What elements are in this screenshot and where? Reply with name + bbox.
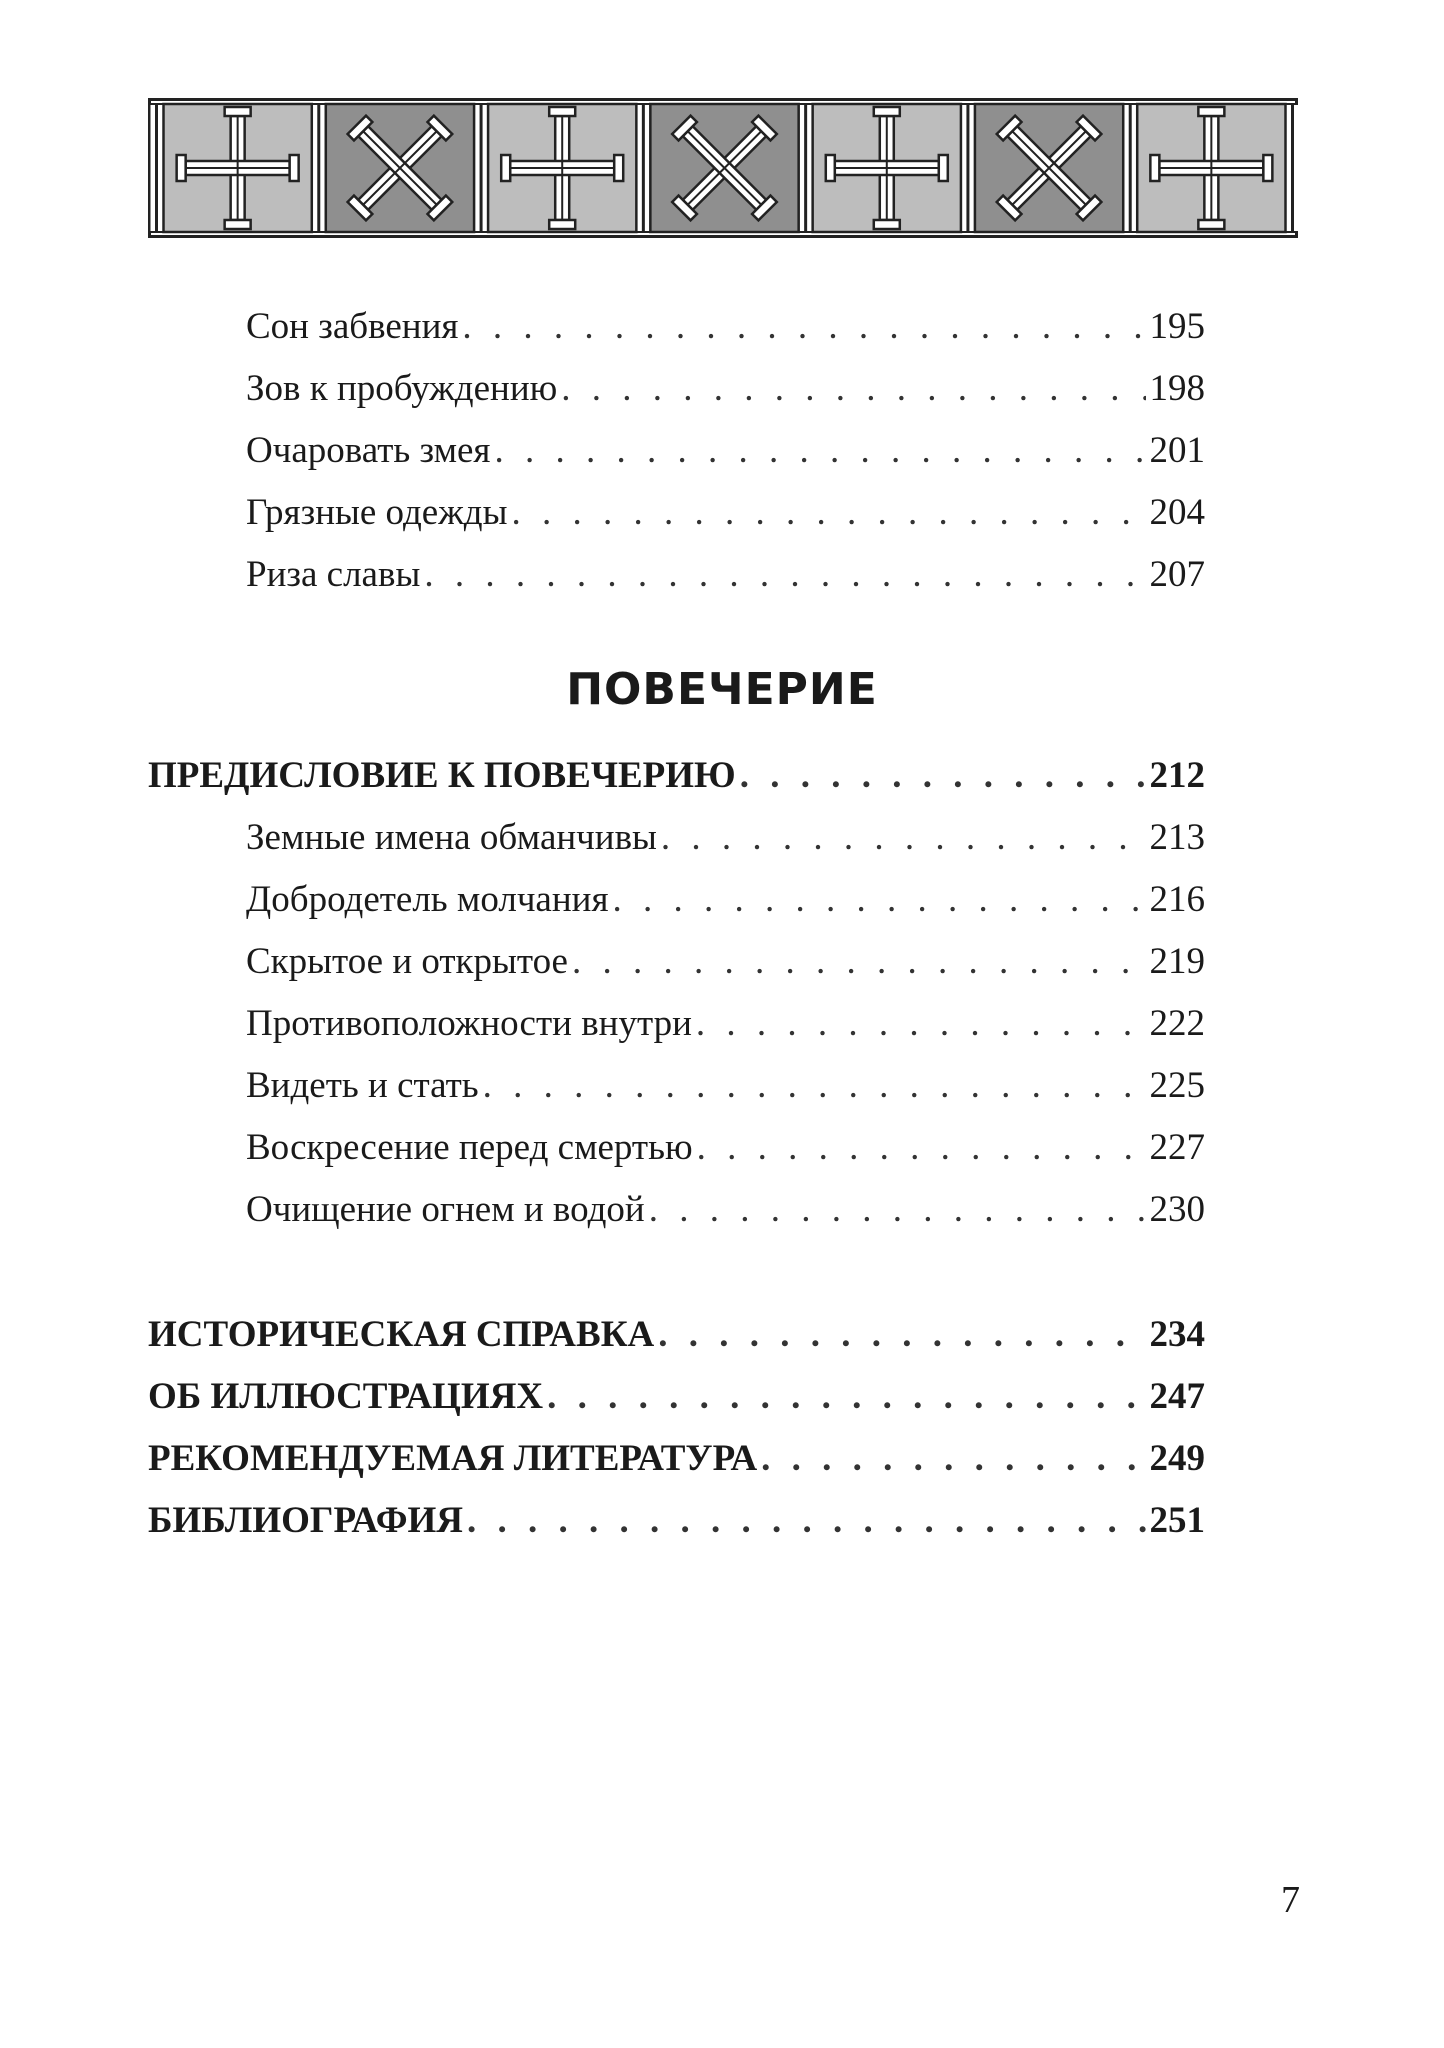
toc-entry-page: 216 bbox=[1149, 879, 1205, 920]
toc-entry-page: 225 bbox=[1149, 1065, 1205, 1106]
toc-entry-page: 195 bbox=[1149, 306, 1205, 347]
toc-main-entry[interactable] bbox=[148, 1375, 1205, 1418]
toc-main-entry[interactable] bbox=[148, 1437, 1205, 1480]
dot-leader bbox=[661, 816, 1146, 859]
toc-entry-page: 207 bbox=[1149, 554, 1205, 595]
toc-entry-title: Добродетель молчания bbox=[246, 879, 609, 920]
toc-main-entry[interactable] bbox=[148, 1499, 1205, 1542]
toc-entry[interactable] bbox=[246, 491, 1205, 534]
dot-leader bbox=[697, 1126, 1146, 1169]
toc-main-entry[interactable] bbox=[148, 754, 1205, 797]
dot-leader bbox=[612, 878, 1145, 921]
dot-leader bbox=[483, 1064, 1146, 1107]
toc-entry[interactable] bbox=[246, 1188, 1205, 1231]
toc-entry-page: 204 bbox=[1149, 492, 1205, 533]
section-heading: ПОВЕЧЕРИЕ bbox=[566, 664, 878, 715]
toc-entry-page: 213 bbox=[1149, 817, 1205, 858]
dot-leader bbox=[740, 754, 1146, 797]
toc-entry-title: ИСТОРИЧЕСКАЯ СПРАВКА bbox=[148, 1314, 655, 1355]
toc-entry[interactable] bbox=[246, 940, 1205, 983]
dot-leader bbox=[467, 1499, 1146, 1542]
toc-entry[interactable] bbox=[246, 367, 1205, 410]
dot-leader bbox=[494, 429, 1145, 472]
dot-leader bbox=[462, 305, 1145, 348]
toc-entry[interactable] bbox=[246, 305, 1205, 348]
toc-entry-title: Очищение огнем и водой bbox=[246, 1189, 645, 1230]
dot-leader bbox=[547, 1375, 1145, 1418]
dot-leader bbox=[696, 1002, 1146, 1045]
dot-leader bbox=[424, 553, 1145, 596]
toc-entry[interactable] bbox=[246, 816, 1205, 859]
toc-entry-page: 230 bbox=[1149, 1189, 1205, 1230]
toc-entry-page: 251 bbox=[1149, 1500, 1205, 1541]
toc-entry-page: 222 bbox=[1149, 1003, 1205, 1044]
toc-entry-page: 249 bbox=[1149, 1438, 1205, 1479]
toc-entry[interactable] bbox=[246, 1064, 1205, 1107]
toc-entry-title: Сон забвения bbox=[246, 306, 459, 347]
toc-entry-page: 198 bbox=[1149, 368, 1205, 409]
toc-entry[interactable] bbox=[246, 1002, 1205, 1045]
toc-entry-title: ОБ ИЛЛЮСТРАЦИЯХ bbox=[148, 1376, 544, 1417]
toc-entry-page: 201 bbox=[1149, 430, 1205, 471]
toc-entry-title: БИБЛИОГРАФИЯ bbox=[148, 1500, 463, 1541]
toc-entry-page: 212 bbox=[1149, 755, 1205, 796]
toc-entry-title: ПРЕДИСЛОВИЕ К ПОВЕЧЕРИЮ bbox=[148, 755, 736, 796]
toc-entry-title: Очаровать змея bbox=[246, 430, 491, 471]
dot-leader bbox=[572, 940, 1146, 983]
toc-entry[interactable] bbox=[246, 553, 1205, 596]
toc-entry-title: Зов к пробуждению bbox=[246, 368, 558, 409]
toc-entry-page: 234 bbox=[1149, 1314, 1205, 1355]
dot-leader bbox=[561, 367, 1145, 410]
toc-entry[interactable] bbox=[246, 878, 1205, 921]
dot-leader bbox=[511, 491, 1145, 534]
toc-entry-page: 247 bbox=[1149, 1376, 1205, 1417]
toc-entry-title: Риза славы bbox=[246, 554, 421, 595]
page-number: 7 bbox=[1281, 1879, 1300, 1921]
toc-entry[interactable] bbox=[246, 429, 1205, 472]
toc-entry-title: Видеть и стать bbox=[246, 1065, 479, 1106]
dot-leader bbox=[649, 1188, 1146, 1231]
toc-entry-page: 219 bbox=[1149, 941, 1205, 982]
dot-leader bbox=[658, 1313, 1145, 1356]
toc-entry-title: Грязные одежды bbox=[246, 492, 508, 533]
dot-leader bbox=[761, 1437, 1145, 1480]
toc-main-entry[interactable] bbox=[148, 1313, 1205, 1356]
toc-entry-title: Противоположности внутри bbox=[246, 1003, 692, 1044]
toc-entry-title: Земные имена обманчивы bbox=[246, 817, 657, 858]
toc-entry-title: РЕКОМЕНДУЕМАЯ ЛИТЕРАТУРА bbox=[148, 1438, 758, 1479]
toc-entry[interactable] bbox=[246, 1126, 1205, 1169]
toc-entry-title: Скрытое и открытое bbox=[246, 941, 568, 982]
toc-entry-page: 227 bbox=[1149, 1127, 1205, 1168]
toc-entry-title: Воскресение перед смертью bbox=[246, 1127, 693, 1168]
